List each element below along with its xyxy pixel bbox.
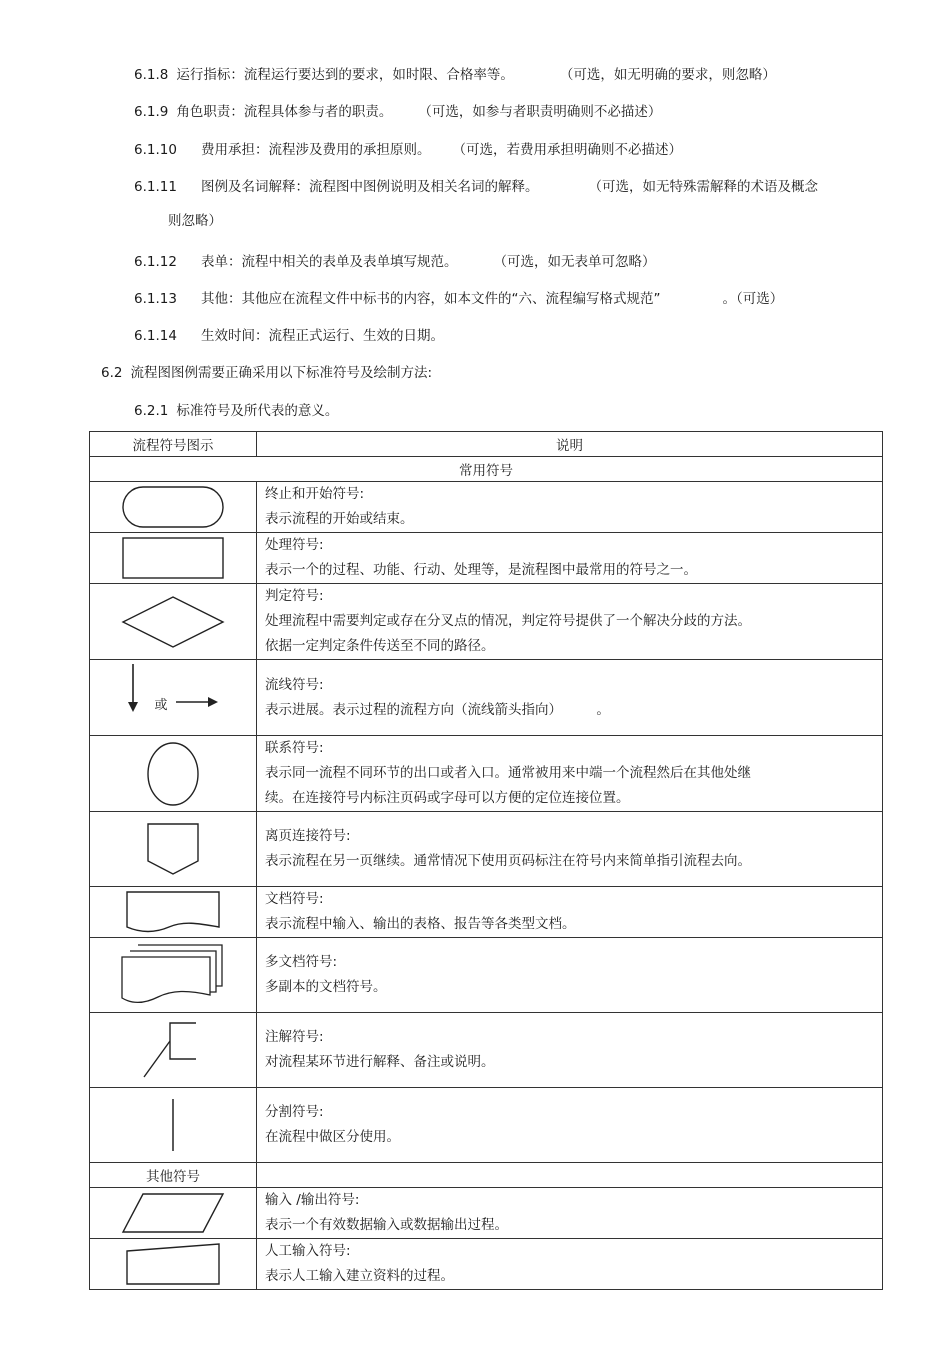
annotation-description — [257, 1013, 883, 1088]
table-header-row — [90, 432, 883, 457]
row-line: 表示流程中输入、输出的表格、报告等各类型文档。 — [265, 916, 576, 932]
flowline-symbol-icon — [90, 660, 257, 736]
table-row — [90, 1188, 883, 1239]
io-symbol-icon — [90, 1188, 257, 1239]
row-line: 表示一个有效数据输入或数据输出过程。 — [265, 1217, 508, 1233]
row-title: 人工输入符号: — [265, 1243, 351, 1259]
item-number: 6.1.10 — [134, 142, 177, 158]
row-title: 处理符号: — [265, 537, 324, 553]
item-number: 6.1.12 — [134, 254, 177, 270]
connector-description — [257, 736, 883, 812]
common-symbols-row — [90, 457, 883, 482]
subsection-heading — [134, 402, 338, 420]
annotation-symbol-icon — [90, 1013, 257, 1088]
item-text: 图例及名词解释：流程图中图例说明及相关名词的解释。 — [201, 179, 539, 195]
other-symbols-row — [90, 1163, 883, 1188]
item-text: 其他：其他应在流程文件中标书的内容，如本文件的“六、流程编写格式规范” — [201, 291, 661, 307]
item-number: 6.1.14 — [134, 328, 177, 344]
item-note: （可选，如无特殊需解释的术语及概念 — [588, 179, 818, 195]
item-text: 角色职责：流程具体参与者的职责。 — [176, 104, 393, 120]
terminator-description — [257, 482, 883, 533]
connector-symbol-icon — [90, 736, 257, 812]
item-number: 6.1.11 — [134, 179, 177, 195]
table-row — [90, 1239, 883, 1290]
flowline-or-label: 或 — [154, 698, 168, 713]
multi-document-symbol-icon — [90, 938, 257, 1013]
item-6-1-11-continuation — [168, 212, 222, 230]
offpage-connector-symbol-icon — [90, 812, 257, 887]
row-line: 表示一个的过程、功能、行动、处理等，是流程图中最常用的符号之一。 — [265, 562, 697, 578]
table-row — [90, 584, 883, 660]
row-title: 注解符号: — [265, 1029, 324, 1045]
table-row — [90, 533, 883, 584]
item-6-1-14 — [134, 327, 444, 345]
other-symbols-label: 其他符号 — [90, 1163, 257, 1188]
decision-description — [257, 584, 883, 660]
document-description — [257, 887, 883, 938]
row-title: 离页连接符号: — [265, 828, 351, 844]
table-row — [90, 736, 883, 812]
row-line: 在流程中做区分使用。 — [265, 1129, 400, 1145]
item-note: （可选，如无表单可忽略） — [493, 254, 656, 270]
row-title: 文档符号: — [265, 891, 324, 907]
row-line: 表示同一流程不同环节的出口或者入口。通常被用来中端一个流程然后在其他处继 — [265, 765, 751, 781]
row-title: 分割符号: — [265, 1104, 324, 1120]
table-row — [90, 812, 883, 887]
item-number: 6.1.13 — [134, 291, 177, 307]
row-line: 表示进展。表示过程的流程方向（流线箭头指向） 。 — [265, 701, 610, 718]
table-row — [90, 1013, 883, 1088]
item-note-continued: 则忽略） — [168, 213, 222, 229]
multi-document-description — [257, 938, 883, 1013]
row-line: 处理流程中需要判定或存在分叉点的情况，判定符号提供了一个解决分歧的方法。 — [265, 613, 751, 629]
section-heading — [101, 364, 432, 382]
table-row — [90, 887, 883, 938]
row-line: 表示流程的开始或结束。 — [265, 511, 414, 527]
offpage-connector-description — [257, 812, 883, 887]
row-title: 判定符号: — [265, 588, 324, 604]
row-title: 联系符号: — [265, 740, 324, 756]
divider-symbol-icon — [90, 1088, 257, 1163]
divider-description — [257, 1088, 883, 1163]
item-note: 。（可选） — [722, 291, 784, 307]
row-line: 依据一定判定条件传送至不同的路径。 — [265, 638, 495, 654]
row-title: 多文档符号: — [265, 954, 338, 970]
row-title: 输入 /输出符号: — [265, 1192, 360, 1208]
item-number: 6.1.8 — [134, 67, 169, 83]
item-6-1-11 — [134, 178, 818, 196]
item-6-1-10 — [134, 141, 682, 159]
process-description — [257, 533, 883, 584]
item-text: 费用承担：流程涉及费用的承担原则。 — [201, 142, 431, 158]
table-row — [90, 1088, 883, 1163]
row-line: 表示人工输入建立资料的过程。 — [265, 1268, 454, 1284]
document-symbol-icon — [90, 887, 257, 938]
common-symbols-label: 常用符号 — [90, 457, 883, 482]
section-number: 6.2 — [101, 365, 123, 381]
header-symbol: 流程符号图示 — [90, 432, 257, 457]
item-6-1-9 — [134, 103, 661, 121]
symbol-legend-table — [89, 431, 883, 1290]
subsection-text: 标准符号及所代表的意义。 — [176, 403, 339, 419]
row-line: 对流程某环节进行解释、备注或说明。 — [265, 1054, 495, 1070]
table-row — [90, 938, 883, 1013]
row-title: 终止和开始符号: — [265, 486, 365, 502]
io-description — [257, 1188, 883, 1239]
item-note: （可选，若费用承担明确则不必描述） — [452, 142, 682, 158]
row-line: 续。在连接符号内标注页码或字母可以方便的定位连接位置。 — [265, 790, 630, 806]
item-text: 表单：流程中相关的表单及表单填写规范。 — [201, 254, 458, 270]
flowline-description — [257, 660, 883, 736]
row-line: 多副本的文档符号。 — [265, 979, 387, 995]
row-line: 表示流程在另一页继续。通常情况下使用页码标注在符号内来简单指引流程去向。 — [265, 853, 751, 869]
manual-input-symbol-icon — [90, 1239, 257, 1290]
subsection-number: 6.2.1 — [134, 403, 169, 419]
terminator-symbol-icon — [90, 482, 257, 533]
item-text: 运行指标：流程运行要达到的要求，如时限、合格率等。 — [176, 67, 514, 83]
table-row — [90, 660, 883, 736]
header-description: 说明 — [257, 432, 883, 457]
table-row — [90, 482, 883, 533]
manual-input-description — [257, 1239, 883, 1290]
process-symbol-icon — [90, 533, 257, 584]
item-6-1-13 — [134, 290, 783, 308]
item-text: 生效时间：流程正式运行、生效的日期。 — [201, 328, 444, 344]
item-6-1-12 — [134, 253, 656, 271]
decision-symbol-icon — [90, 584, 257, 660]
other-symbols-empty — [257, 1163, 883, 1188]
item-note: （可选，如无明确的要求，则忽略） — [559, 67, 776, 83]
row-title: 流线符号: — [265, 676, 324, 693]
item-note: （可选，如参与者职责明确则不必描述） — [418, 104, 662, 120]
section-text: 流程图图例需要正确采用以下标准符号及绘制方法: — [130, 365, 433, 381]
item-number: 6.1.9 — [134, 104, 169, 120]
item-6-1-8 — [134, 66, 776, 84]
